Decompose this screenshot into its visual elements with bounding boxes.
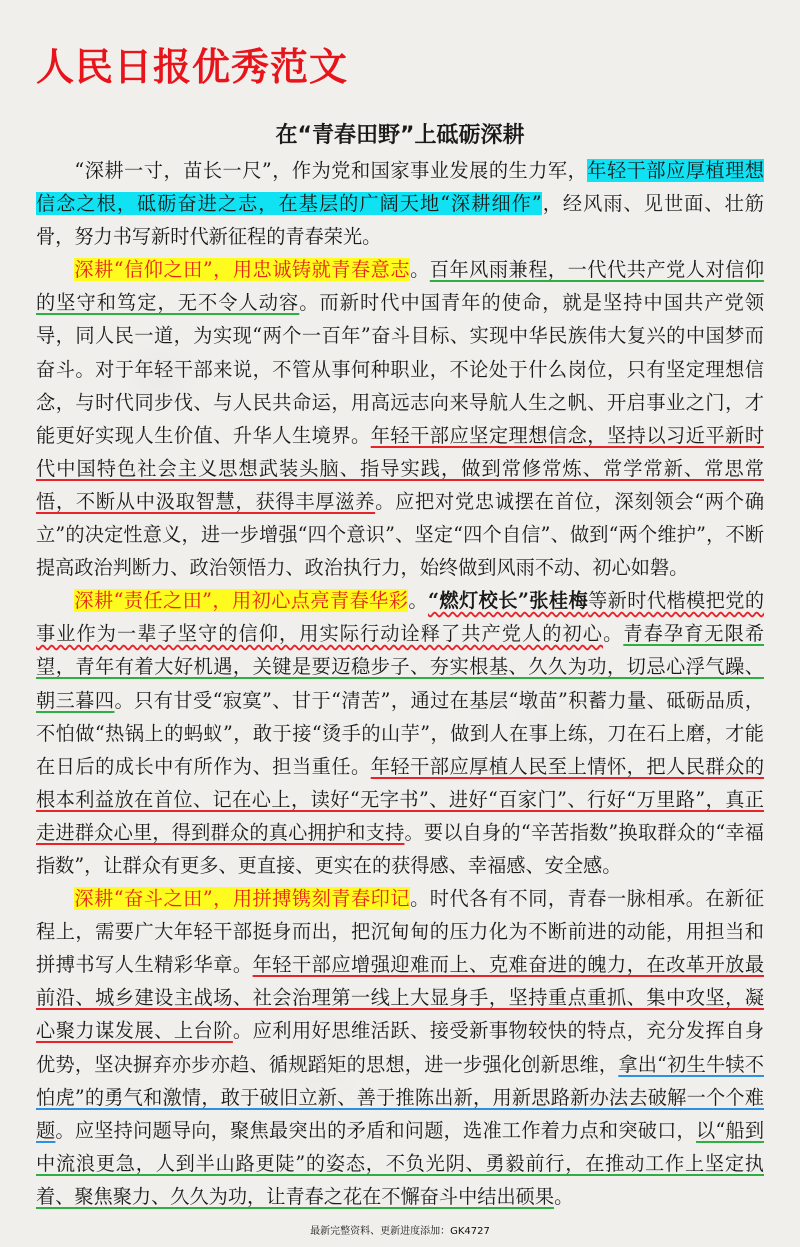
underline-wavy: 等新时代楷模把党的事业作为一辈子坚守的信仰，用实际行动诠释了共产党人的初心 <box>36 589 765 646</box>
text-span: “深耕一寸，苗长一尺”，作为党和国家事业发展的生力军， <box>74 159 588 182</box>
article-title: 在“青春田野”上砥砺深耕 <box>275 123 525 148</box>
text-span: 。应坚持问题导向，聚焦最突出的矛盾和问题，选准工作着力点和突破口， <box>55 1118 696 1142</box>
text-span: 。 <box>408 589 428 613</box>
section-heading-responsibility: 深耕“责任之田”，用初心点亮青春华彩 <box>74 589 409 613</box>
section-heading-faith: 深耕“信仰之田”，用忠诚铸就青春意志 <box>74 258 411 282</box>
text-span: 。应把对党忠诚摆在首位，深刻领会“两个确立”的决定性意义，进一步增强“四个意识”、坚定“四个自信”、做到“两个维护”，不断提高政治判断力、政治领悟力、政治执行力，始终做到风雨不动、初心如磐。 <box>36 489 765 580</box>
text-span: ，经风雨、见世面、壮筋骨，努力书写新时代新征程的青春荣光。 <box>36 192 764 249</box>
underline-blue: 拿出“初生牛犊不怕虎”的勇气和激情，敢于破旧立新、善于推陈出新，用新思路新办法去破解一个个难题 <box>36 1052 764 1142</box>
text-span: 。要以自身的“辛苦指数”换取群众的“幸福指数”，让群众有更多、更直接、更实在的获得感、幸福感、安全感。 <box>36 820 764 877</box>
brand-header: 人民日报优秀范文 <box>36 45 349 89</box>
text-span: 。时代各有不同，青春一脉相承。在新征程上，需要广大年轻干部挺身而出，把沉甸甸的压力化为不断前进的动能，用担当和拼搏书写人生精彩华章。 <box>36 887 765 977</box>
underline-red: 年轻干部应坚定理想信念，坚持以习近平新时代中国特色社会主义思想武装头脑、指导实践，做到常修常炼、常学常新、常思常悟，不断从中汲取智慧，获得丰厚滋养 <box>36 423 765 513</box>
footer-note: 最新完整资料、更新进度添加：GK4727 <box>310 1226 490 1237</box>
underline-green: 以“船到中流浪更急，人到半山路更陡”的姿态，不负光阴、勇毅前行，在推动工作上坚定执着、聚焦聚力、久久为功，让青春之花在不懈奋斗中结出硕果 <box>36 1118 765 1208</box>
section-heading-striving: 深耕“奋斗之田”，用拼搏镌刻青春印记 <box>74 887 411 911</box>
text-span: 。应利用好思维活跃、接受新事物较快的特点，充分发挥自身优势，坚决摒弃亦步亦趋、循规蹈矩的思想，进一步强化创新思维， <box>36 1019 765 1076</box>
paragraph-striving <box>36 882 764 1213</box>
text-span: 。 <box>410 258 430 282</box>
text-span: 。 <box>554 1184 574 1208</box>
text-span: 。而新时代中国青年的使命，就是坚持中国共产党领导，同人民一道，为实现“两个一百年”奋斗目标、实现中华民族伟大复兴的中国梦而奋斗。对于年轻干部来说，不管从事何种职业，不论处于什么岗位，只有坚定理想信念，与时代同步伐、与人民共命运，用高远志向来导航人生之帆、开启事业之门，才能更好实现人生价值、升华人生境界。 <box>36 291 765 447</box>
paragraph-responsibility <box>36 584 764 882</box>
paragraph-faith <box>36 253 764 584</box>
underline-red: 年轻干部应增强迎难而上、克难奋进的魄力，在改革开放最前沿、城乡建设主战场、社会治理第一线上大显身手，坚持重点重抓、集中攻坚，凝心聚力谋发展、上台阶 <box>36 953 765 1043</box>
article-body <box>36 154 764 1213</box>
role-model-name: “燃灯校长”张桂梅 <box>427 589 589 613</box>
text-span: 。只有甘受“寂寞”、甘于“清苦”，通过在基层“墩苗”积蓄力量、砥砺品质，不怕做“热锅上的蚂蚁”，敢于接“烫手的山芋”，做到人在事上练，刀在石上磨，才能在日后的成长中有所作为、担当重任。 <box>36 688 765 778</box>
highlight-thesis: 年轻干部应厚植理想信念之根，砥砺奋进之志，在基层的广阔天地“深耕细作” <box>36 159 764 216</box>
underline-red: 年轻干部应厚植人民至上情怀，把人民群众的根本利益放在首位、记在心上，读好“无字书”、进好“百家门”、行好“万里路”，真正走进群众心里，得到群众的真心拥护和支持 <box>36 754 765 844</box>
paragraph-intro <box>36 154 764 253</box>
text-span: 。 <box>603 622 624 646</box>
underline-green: 百年风雨兼程，一代代共产党人对信仰的坚守和笃定，无不令人动容 <box>36 258 765 315</box>
underline-green: 青春孕育无限希望，青年有着大好机遇，关键是要迈稳步子、夯实根基、久久为功，切忌心浮气躁、朝三暮四 <box>36 622 765 712</box>
